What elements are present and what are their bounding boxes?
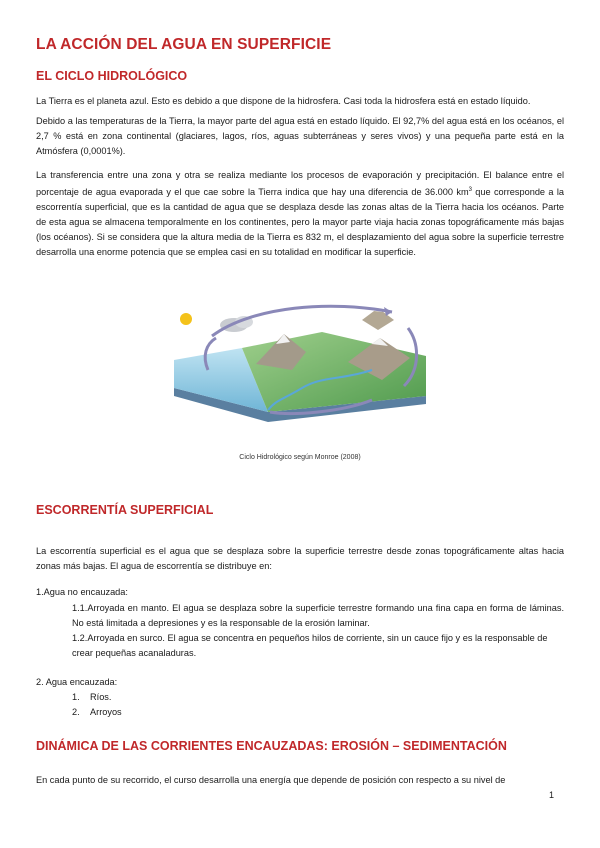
list-number: 2. [72, 707, 80, 717]
list-text: Arroyos [90, 707, 122, 717]
list-text: Ríos. [90, 692, 112, 702]
page-number: 1 [548, 790, 554, 800]
paragraph-3-text-a: La transferencia entre una zona y otra se realiza mediante los procesos de evaporación y precipitación. El balance entre el porcentaje de agua evaporada y el que cae sobre la Tierra indica que hay una diferencia de 36.000 km [36, 170, 564, 198]
list-item-2-2 [72, 705, 122, 720]
sun-icon [180, 313, 192, 325]
figure-caption: Ciclo Hidrológico según Monroe (2008) [239, 454, 361, 461]
list-number: 1. [72, 692, 80, 702]
dinamica-paragraph: En cada punto de su recorrido, el curso desarrolla una energía que depende de posición con respecto a su nivel de [36, 775, 506, 785]
hydrologic-cycle-illustration [172, 300, 428, 438]
list-item-1-1: 1.1.Arroyada en manto. El agua se desplaza sobre la superficie terrestre formando una fina capa en forma de láminas. No está limitada a depresiones y es la responsable de la erosión laminar. [72, 603, 564, 628]
paragraph-1: La Tierra es el planeta azul. Esto es debido a que dispone de la hidrosfera. Casi toda la hidrosfera está en estado líquido. [36, 96, 531, 106]
list-item-2: 2. Agua encauzada: [36, 677, 118, 687]
paragraph-3 [36, 168, 564, 260]
list-item-1-2: 1.2.Arroyada en surco. El agua se concentra en pequeños hilos de corriente, sin un cauce fijo y es la responsable de crear pequeñas acanaladuras. [72, 633, 548, 658]
section-heading-escorrentia: ESCORRENTÍA SUPERFICIAL [36, 503, 214, 517]
paragraph-2: Debido a las temperaturas de la Tierra, la mayor parte del agua está en estado líquido. El 92,7% del agua está en los océanos, el 2,7 % está en zona continental (glaciares, lagos, ríos, aguas subterráneas y seres vivos) y una pequeña parte está en la Atmósfera (0,0001%). [36, 116, 564, 156]
paragraph-3-text-b: que corresponde a la escorrentía superficial, que es la cantidad de agua que se desplaza desde las zonas altas de la Tierra hacia los océanos. Parte de esta agua se almacena temporalmente en los continentes, pero la mayor parte viaja hacia zonas topográficamente más bajas (los océanos). Si se considera que la altura media de la Tierra es 832 m, el desplazamiento del agua sobre la superficie terrestre desarrolla una enorme potencia que se emplea casi en su totalidad en modificar la superficie. [36, 187, 564, 258]
superscript-3: 3 [468, 187, 472, 193]
list-item-1: 1.Agua no encauzada: [36, 587, 128, 597]
section-heading-ciclo: EL CICLO HIDROLÓGICO [36, 69, 188, 83]
list-item-2-1 [72, 690, 111, 705]
section-heading-dinamica: DINÁMICA DE LAS CORRIENTES ENCAUZADAS: EROSIÓN – SEDIMENTACIÓN [36, 739, 507, 753]
escorrentia-intro: La escorrentía superficial es el agua que se desplaza sobre la superficie terrestre desde zonas topográficamente altas hacia zonas más bajas. El agua de escorrentía se distribuye en: [36, 546, 564, 571]
page-title: LA ACCIÓN DEL AGUA EN SUPERFICIE [36, 36, 332, 53]
